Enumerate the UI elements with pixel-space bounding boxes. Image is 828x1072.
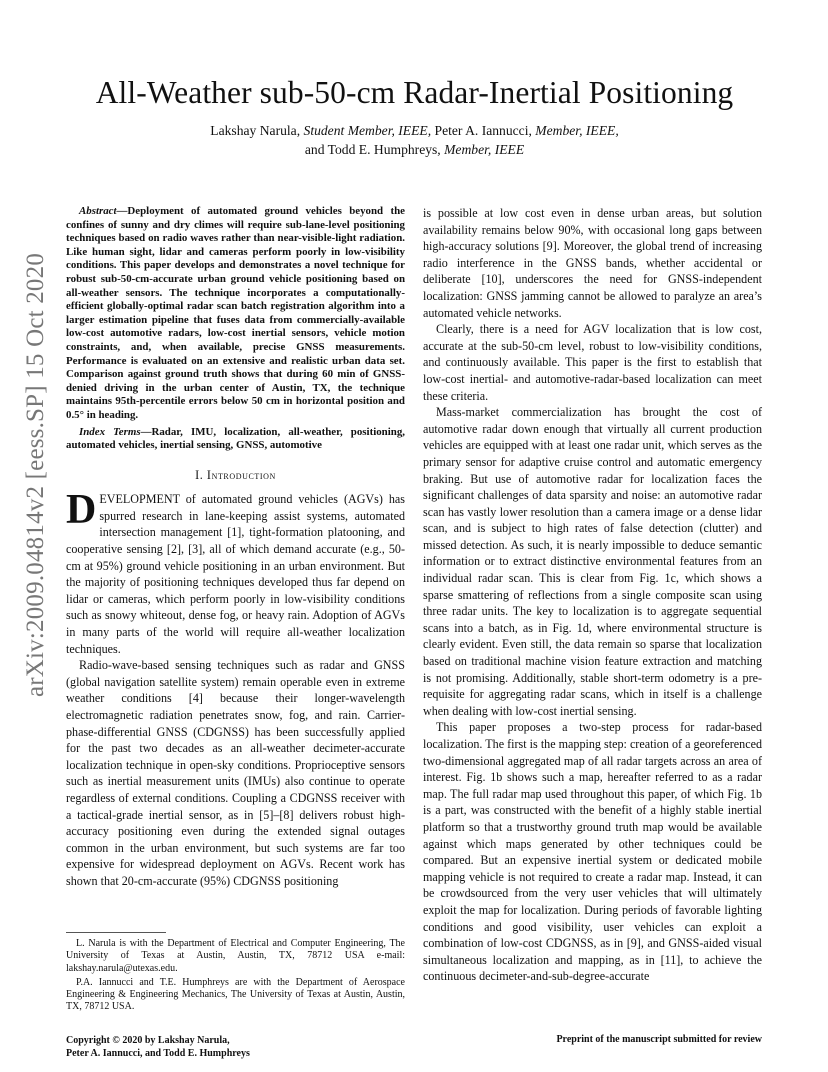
- right-paragraph-2: Clearly, there is a need for AGV localization that is low cost, accurate at the sub-50-cm level, robust to low-visibility conditions, and continuously available. This paper is the first to establish that low-cost inertial- and automotive-radar-based localization can meet these criteria.: [423, 322, 762, 403]
- footer-copyright: [66, 1034, 250, 1060]
- author-3: and Todd E. Humphreys,: [304, 142, 445, 157]
- footer-preprint-note: Preprint of the manuscript submitted for review: [556, 1034, 762, 1045]
- author-2: Peter A. Iannucci,: [431, 123, 536, 138]
- author-1: Lakshay Narula,: [210, 123, 304, 138]
- drop-cap: D: [66, 487, 97, 534]
- right-paragraph-3: Mass-market commercialization has brought the cost of automotive radar down enough that virtually all current production vehicles are equipped with at least one radar unit, which serves as the primary sensor for adaptive cruise control and automatic emergency braking. But use of automotive radar for localization faces the significant challenges of data sparsity and noise: an automotive radar scan has vastly lower resolution than a camera image or a dense lidar scan, and is subject to high rates of false detection (clutter) and missed detection. As such, it is nearly impossible to deduce semantic information or to extract distinctive environmental features from an individual radar scan. This is clear from Fig. 1c, which shows a sparse smattering of reflections from a single composite scan using three radar units. The key to localization is to aggregate sequential scans into a batch, as in Fig. 1d, where environmental structure is clearly evident. Even still, the data remain so sparse that localization based on traditional machine vision feature extraction and matching is not promising. Additionally, stable short-term odometry is a pre-requisite for aggregating radar scans, which in itself is a challenge when dealing with low-cost inertial sensing.: [423, 405, 762, 718]
- arxiv-id: arXiv:2009.04814v2 [eess.SP] 15 Oct 2020: [22, 252, 49, 698]
- intro-paragraph-1: [66, 487, 405, 657]
- index-terms: [66, 426, 405, 453]
- footnote-2: P.A. Iannucci and T.E. Humphreys are with the Department of Aerospace Engineering & Engineering Mechanics, The University of Texas at Austin, Austin, TX, 78712 USA.: [66, 976, 405, 1013]
- author-block: [66, 121, 763, 159]
- author-2-role: Member, IEEE,: [535, 123, 619, 138]
- right-paragraph-4: This paper proposes a two-step process for radar-based localization. The first is the mapping step: creation of a georeferenced two-dimensional aggregated map of all radar targets across an area of interest. Fig. 1b shows such a map, hereafter referred to as a radar map. The full radar map used throughout this paper, of which Fig. 1b is a part, was constructed with the benefit of a highly stable inertial platform so that a trustworthy ground truth map would be available against which maps generated by other techniques could be compared. But an expensive inertial system or dedicated mobile mapping vehicle is not required to create a radar map. Instead, it can be crowdsourced from the very user vehicles that will ultimately exploit the map for localization. During periods of favorable lighting conditions and good visibility, user vehicles can exploit a combination of low-cost CDGNSS, as in [9], and GNSS-aided visual simultaneous localization and mapping, as in [11], to achieve the continuous decimeter-and-sub-degree-accurate: [423, 720, 762, 984]
- footnote-rule: [66, 932, 166, 933]
- left-column: [66, 205, 405, 890]
- index-terms-text: —Radar, IMU, localization, all-weather, positioning, automated vehicles, inertial sensing, GNSS, automotive: [66, 425, 405, 452]
- footer-copyright-line-2: Peter A. Iannucci, and Todd E. Humphreys: [66, 1048, 250, 1059]
- right-column: [423, 205, 762, 985]
- abstract: [66, 205, 405, 423]
- author-3-role: Member, IEEE: [444, 142, 525, 157]
- footer-copyright-line-1: Copyright © 2020 by Lakshay Narula,: [66, 1035, 230, 1046]
- footnotes: [66, 938, 405, 1016]
- abstract-text: —Deployment of automated ground vehicles beyond the confines of sunny and dry climes will require sub-lane-level positioning techniques based on radio waves rather than near-visible-light radiation. Like human sight, lidar and cameras perform poorly in low-visibility conditions. This paper develops and demonstrates a novel technique for robust sub-50-cm-accurate urban ground vehicle positioning based on all-weather sensors. The technique incorporates a computationally-efficient globally-optimal radar scan batch registration algorithm into a larger estimation pipeline that fuses data from commercially-available low-cost automotive radars, low-cost inertial sensors, vehicle motion constraints, and, when available, precise GNSS measurements. Performance is evaluated on an extensive and realistic urban data set. Comparison against ground truth shows that during 60 min of GNSS-denied driving in the urban center of Austin, TX, the technique maintains 95th-percentile errors below 50 cm in horizontal position and 0.5° in heading.: [66, 205, 405, 421]
- footnote-1: L. Narula is with the Department of Electrical and Computer Engineering, The University of Texas at Austin, Austin, TX, 78712 USA e-mail: lakshay.narula@utexas.edu.: [66, 938, 405, 974]
- author-1-role: Student Member, IEEE,: [303, 123, 432, 138]
- intro-paragraph-1-text: EVELOPMENT of automated ground vehicles (AGVs) has spurred research in lane-keeping assist systems, automated intersection management [1], tight-formation platooning, and cooperative sensing [2], [3], all of which demand accurate (e.g., 50-cm at 95%) ground vehicle positioning in an urban environment. But the majority of positioning techniques developed thus far depend on lidar or cameras, which perform poorly in low-visibility conditions such as snowy whiteout, dense fog, or heavy rain. Adoption of AGVs in many parts of the world will require all-weather localization techniques.: [66, 492, 405, 656]
- section-heading-introduction: I. Introduction: [195, 467, 276, 482]
- intro-paragraph-2: Radio-wave-based sensing techniques such as radar and GNSS (global navigation satellite system) remain operable even in extreme weather conditions [4] because their longer-wavelength electromagnetic radiation penetrates snow, fog, and rain. Carrier-phase-differential GNSS (CDGNSS) has been successfully applied for the past two decades as an all-weather decimeter-accurate localization technique in open-sky conditions. Proprioceptive sensors such as inertial measurement units (IMUs) also continue to operate regardless of external conditions. Coupling a CDGNSS receiver with a tactical-grade inertial sensor, as in [5]–[8] delivers robust high-accuracy positioning even during the extended signal outages common in the urban environment, but such systems are far too expensive for widespread deployment on AGVs. Recent work has shown that 20-cm-accurate (95%) CDGNSS positioning: [66, 658, 405, 888]
- arxiv-sidebar-stamp: [22, 252, 49, 698]
- abstract-lead: Abstract: [79, 205, 117, 217]
- index-terms-lead: Index Terms: [79, 425, 141, 438]
- paper-title: All-Weather sub-50-cm Radar-Inertial Positioning: [95, 75, 734, 110]
- right-paragraph-1: is possible at low cost even in dense urban areas, but solution availability remains below 90%, with occasional long gaps between high-accuracy solutions [9]. Moreover, the global trend of increasing radio interference in the GNSS bands, whether accidental or deliberate [10], underscores the need for GNSS-independent localization: GNSS jamming cannot be allowed to paralyze an area’s automated vehicle networks.: [423, 206, 762, 320]
